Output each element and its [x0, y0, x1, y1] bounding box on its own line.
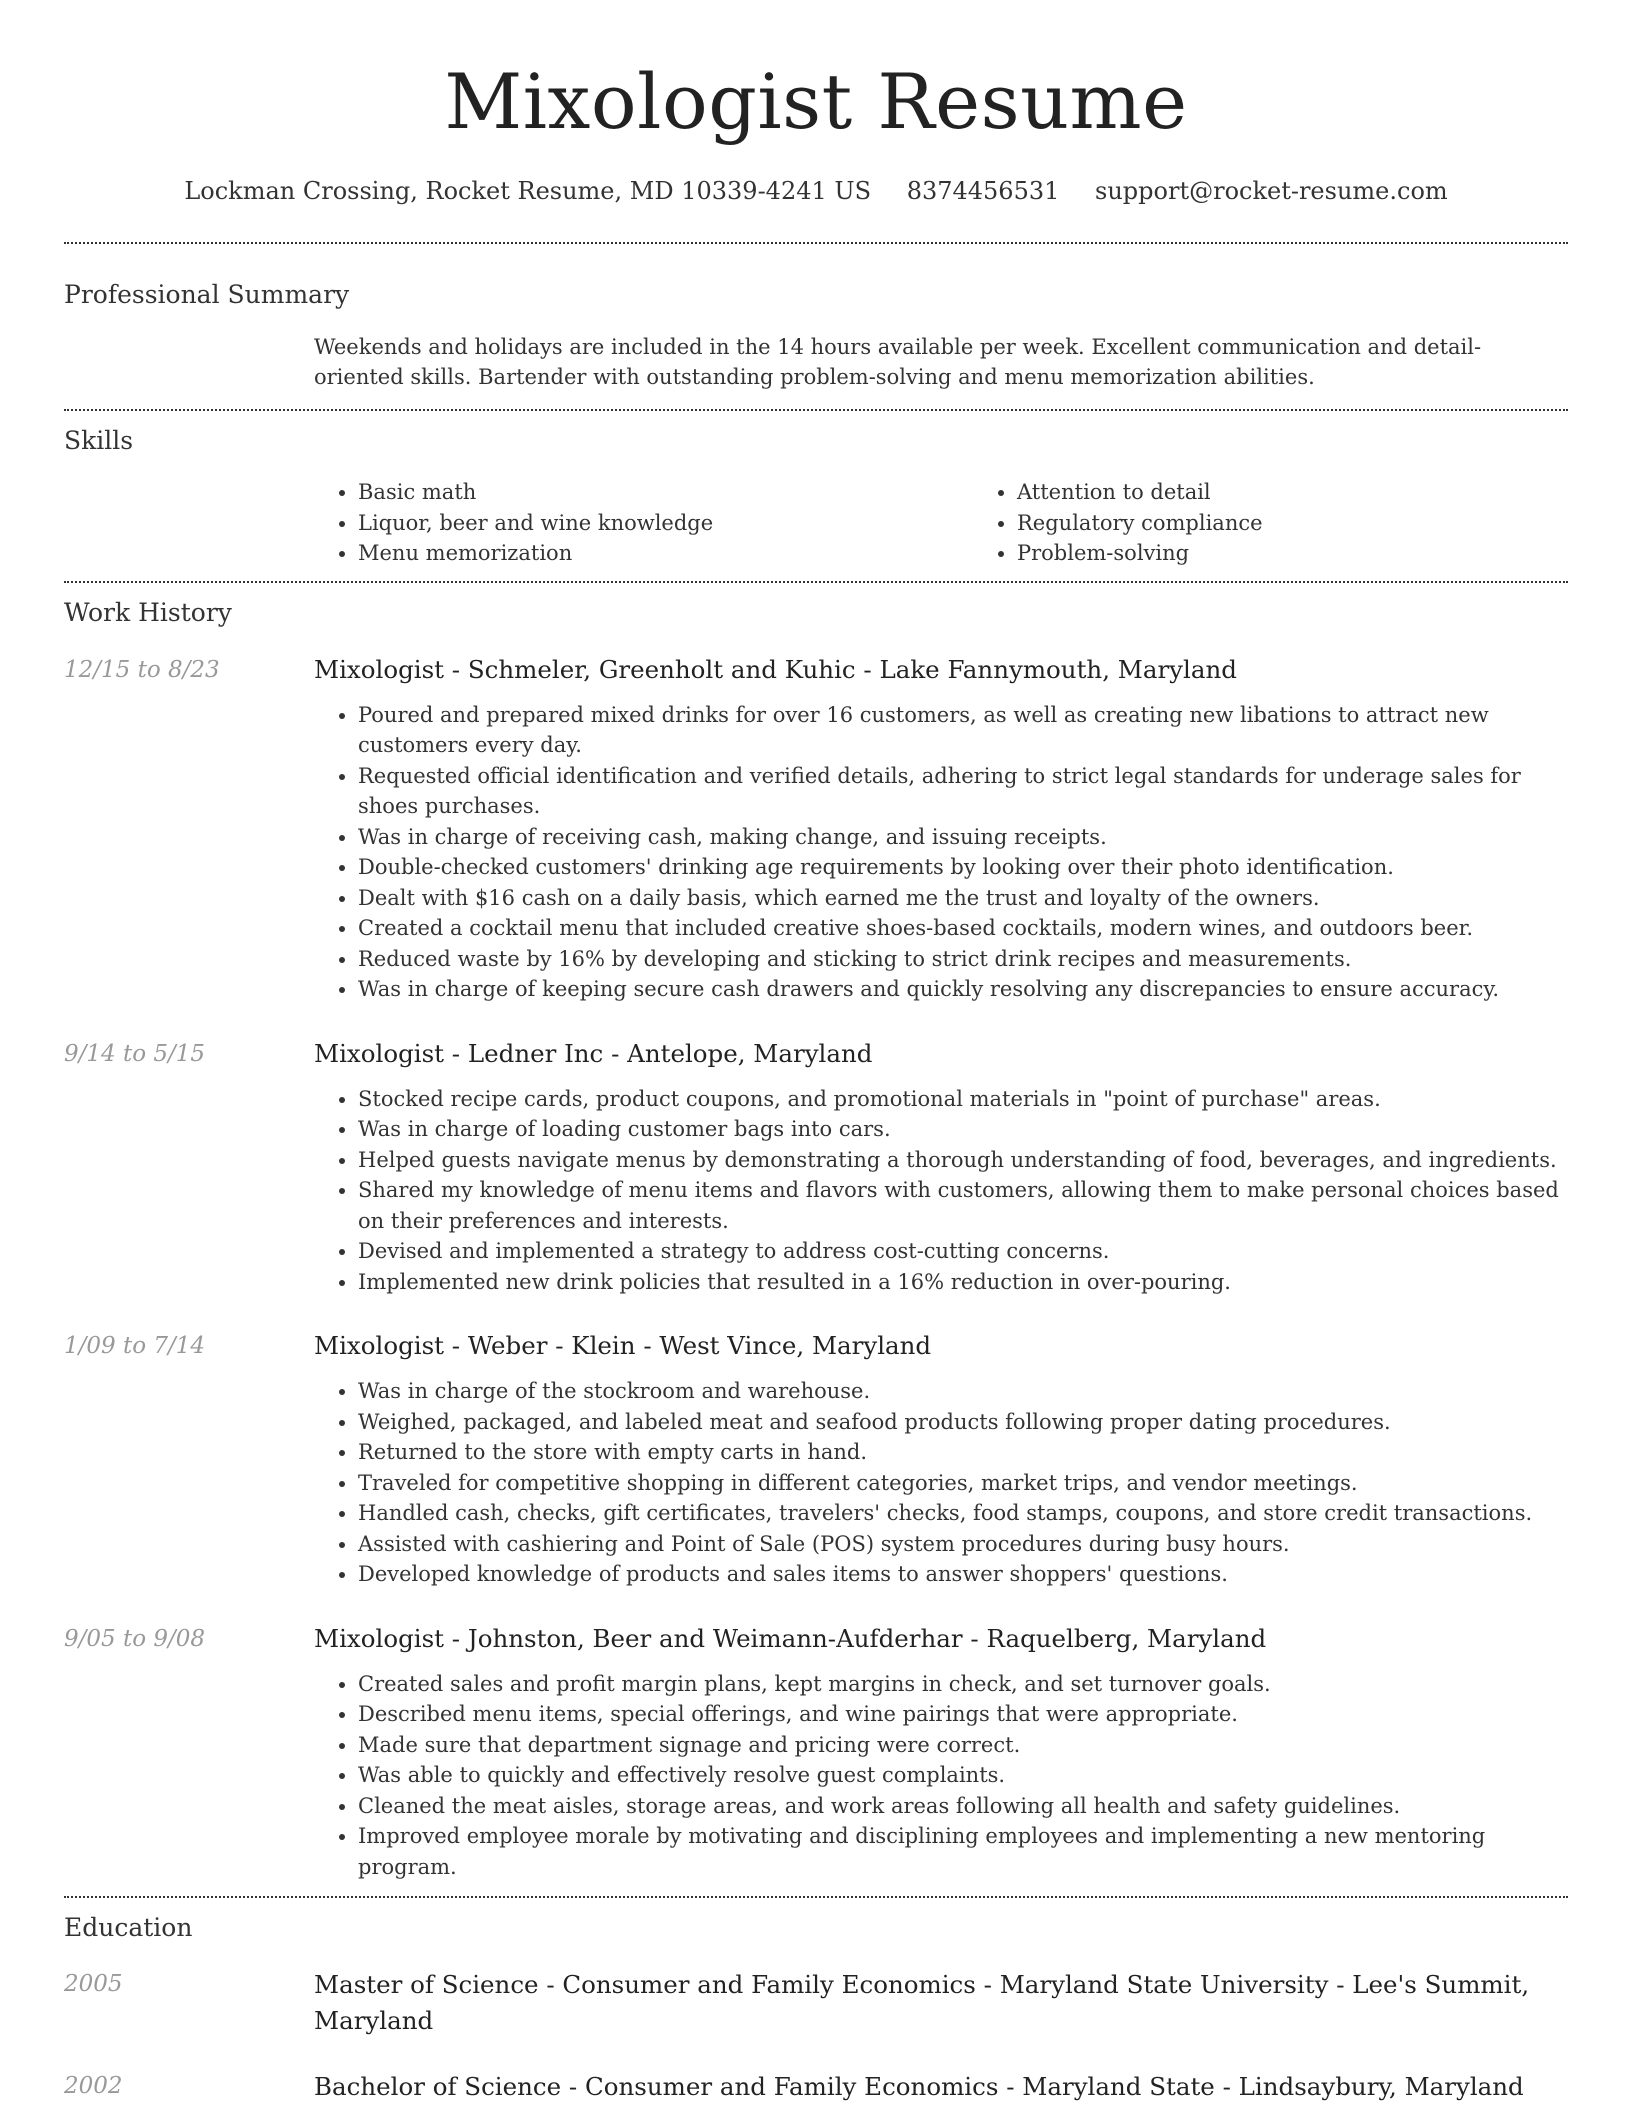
job-dates: 9/14 to 5/15 — [64, 1040, 206, 1067]
job-bullet: • Improved employee morale by motivating and disciplining employees and implementing a new mentoring program. — [358, 1821, 1568, 1882]
job-entry — [64, 1037, 1568, 1298]
skill-item: • Liquor, beer and wine knowledge — [358, 508, 973, 539]
job-bullets — [314, 700, 1568, 1005]
job-entry — [64, 653, 1568, 1005]
education-section — [64, 1898, 1568, 2105]
summary-section — [64, 244, 1568, 392]
job-bullet: • Double-checked customers' drinking age requirements by looking over their photo identification. — [358, 852, 1568, 883]
job-bullet: • Was in charge of keeping secure cash drawers and quickly resolving any discrepancies to ensure accuracy. — [358, 974, 1568, 1005]
education-title: Bachelor of Science - Consumer and Family Economics - Maryland State - Lindsaybury, Maryland — [314, 2072, 1524, 2101]
job-entry — [64, 1329, 1568, 1590]
education-entry — [64, 1967, 1568, 2039]
job-bullet: • Helped guests navigate menus by demonstrating a thorough understanding of food, beverages, and ingredients. — [358, 1145, 1568, 1176]
job-bullet: • Dealt with $16 cash on a daily basis, which earned me the trust and loyalty of the owners. — [358, 883, 1568, 914]
work-heading: Work History — [64, 597, 232, 627]
skill-item: • Basic math — [358, 477, 973, 508]
job-bullet: • Traveled for competitive shopping in different categories, market trips, and vendor meetings. — [358, 1468, 1568, 1499]
job-bullet: • Described menu items, special offerings, and wine pairings that were appropriate. — [358, 1699, 1568, 1730]
job-bullets — [314, 1669, 1568, 1883]
job-bullet: • Reduced waste by 16% by developing and sticking to strict drink recipes and measurements. — [358, 944, 1568, 975]
job-bullet: • Created sales and profit margin plans, kept margins in check, and set turnover goals. — [358, 1669, 1568, 1700]
summary-heading: Professional Summary — [64, 280, 350, 309]
job-bullet: • Returned to the store with empty carts in hand. — [358, 1437, 1568, 1468]
job-bullet: • Made sure that department signage and pricing were correct. — [358, 1730, 1568, 1761]
education-heading: Education — [64, 1913, 193, 1942]
job-title: Mixologist - Weber - Klein - West Vince, Maryland — [314, 1331, 932, 1360]
job-bullet: • Created a cocktail menu that included creative shoes-based cocktails, modern wines, and outdoors beer. — [358, 913, 1568, 944]
job-bullet: • Was able to quickly and effectively resolve guest complaints. — [358, 1760, 1568, 1791]
job-bullet: • Developed knowledge of products and sales items to answer shoppers' questions. — [358, 1559, 1568, 1590]
job-entry — [64, 1622, 1568, 1883]
contact-phone: 8374456531 — [906, 177, 1060, 205]
job-bullet: • Was in charge of loading customer bags into cars. — [358, 1114, 1568, 1145]
job-bullet: • Assisted with cashiering and Point of Sale (POS) system procedures during busy hours. — [358, 1529, 1568, 1560]
job-title: Mixologist - Johnston, Beer and Weimann-Aufderhar - Raquelberg, Maryland — [314, 1623, 1267, 1653]
skill-item: • Regulatory compliance — [1017, 508, 1632, 539]
skills-list-right — [973, 477, 1632, 569]
education-year: 2002 — [64, 2073, 123, 2099]
skill-item: • Menu memorization — [358, 538, 973, 569]
skill-item: • Problem-solving — [1017, 538, 1632, 569]
job-bullet: • Was in charge of the stockroom and warehouse. — [358, 1376, 1568, 1407]
education-title: Master of Science - Consumer and Family Economics - Maryland State University - Lee's Summit, Maryland — [314, 1970, 1530, 2035]
contact-line — [64, 174, 1568, 208]
job-title: Mixologist - Schmeler, Greenholt and Kuhic - Lake Fannymouth, Maryland — [314, 654, 1237, 684]
skills-heading: Skills — [64, 426, 134, 455]
resume-title: Mixologist Resume — [444, 57, 1188, 146]
job-bullet: • Poured and prepared mixed drinks for over 16 customers, as well as creating new libations to attract new customers every day. — [358, 700, 1568, 761]
contact-email: support@rocket-resume.com — [1095, 177, 1448, 205]
job-dates: 9/05 to 9/08 — [64, 1625, 206, 1652]
job-bullet: • Was in charge of receiving cash, making change, and issuing receipts. — [358, 822, 1568, 853]
job-dates: 12/15 to 8/23 — [64, 656, 220, 683]
job-bullet: • Weighed, packaged, and labeled meat and seafood products following proper dating procedures. — [358, 1407, 1568, 1438]
job-bullet: • Requested official identification and verified details, adhering to strict legal standards for underage sales for shoes purchases. — [358, 761, 1568, 822]
job-dates: 1/09 to 7/14 — [64, 1333, 206, 1359]
job-bullet: • Cleaned the meat aisles, storage areas, and work areas following all health and safety guidelines. — [358, 1791, 1568, 1822]
skills-list-left — [314, 477, 973, 569]
education-entry — [64, 2069, 1568, 2105]
job-title: Mixologist - Ledner Inc - Antelope, Maryland — [314, 1038, 873, 1068]
skills-section — [64, 411, 1568, 569]
job-bullet: • Handled cash, checks, gift certificates, travelers' checks, food stamps, coupons, and store credit transactions. — [358, 1498, 1568, 1529]
job-bullet: • Stocked recipe cards, product coupons, and promotional materials in "point of purchase" areas. — [358, 1084, 1568, 1115]
skill-item: • Attention to detail — [1017, 477, 1632, 508]
summary-text: Weekends and holidays are included in the 14 hours available per week. Excellent communication and detail-oriented skills. Bartender with outstanding problem-solving and menu memorization abilities. — [314, 335, 1482, 389]
job-bullets — [314, 1084, 1568, 1298]
job-bullets — [314, 1376, 1568, 1590]
job-bullet: • Devised and implemented a strategy to address cost-cutting concerns. — [358, 1236, 1568, 1267]
education-year: 2005 — [64, 1971, 123, 1997]
contact-address: Lockman Crossing, Rocket Resume, MD 10339-4241 US — [184, 177, 872, 205]
work-section — [64, 583, 1568, 1883]
job-bullet: • Implemented new drink policies that resulted in a 16% reduction in over-pouring. — [358, 1267, 1568, 1298]
job-bullet: • Shared my knowledge of menu items and flavors with customers, allowing them to make personal choices based on their preferences and interests. — [358, 1175, 1568, 1236]
